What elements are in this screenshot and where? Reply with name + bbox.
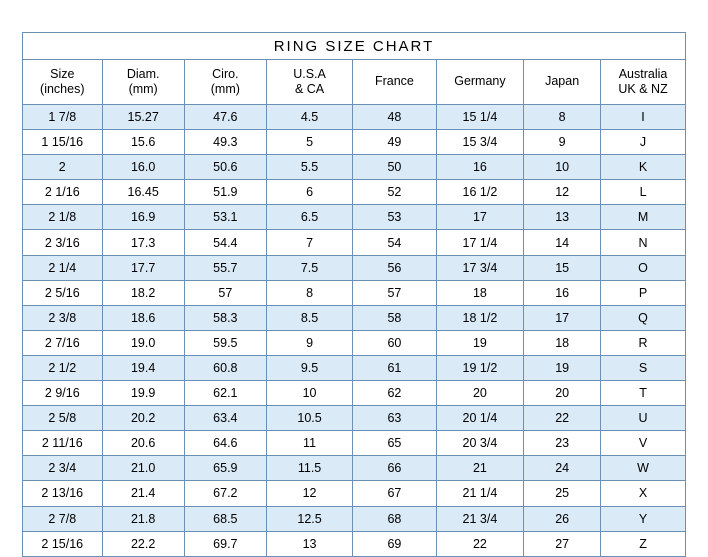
cell-diameter: 15.6 [102,130,184,155]
cell-usa-ca: 9.5 [266,355,352,380]
cell-australia: Z [601,531,686,556]
cell-australia: X [601,481,686,506]
cell-usa-ca: 10 [266,381,352,406]
table-row [23,481,686,506]
table-row [23,330,686,355]
table-row [23,205,686,230]
cell-usa-ca: 7.5 [266,255,352,280]
cell-japan: 10 [524,155,601,180]
cell-australia: K [601,155,686,180]
title-row [23,33,686,60]
cell-circumference: 69.7 [184,531,266,556]
cell-diameter: 20.6 [102,431,184,456]
cell-usa-ca: 9 [266,330,352,355]
column-header-size [23,60,103,105]
cell-japan: 19 [524,355,601,380]
cell-australia: W [601,456,686,481]
cell-diameter: 16.9 [102,205,184,230]
cell-france: 49 [353,130,437,155]
cell-usa-ca: 10.5 [266,406,352,431]
table-row [23,105,686,130]
column-header-japan [524,60,601,105]
cell-germany: 15 3/4 [436,130,524,155]
cell-germany: 21 1/4 [436,481,524,506]
cell-size: 2 9/16 [23,381,103,406]
cell-france: 54 [353,230,437,255]
cell-france: 63 [353,406,437,431]
cell-diameter: 18.6 [102,305,184,330]
cell-france: 53 [353,205,437,230]
column-header-germany [436,60,524,105]
cell-japan: 18 [524,330,601,355]
cell-circumference: 60.8 [184,355,266,380]
cell-australia: S [601,355,686,380]
cell-australia: P [601,280,686,305]
cell-germany: 20 3/4 [436,431,524,456]
table-row [23,155,686,180]
cell-japan: 22 [524,406,601,431]
table-row [23,305,686,330]
chart-title: RING SIZE CHART [23,33,686,60]
cell-france: 52 [353,180,437,205]
cell-diameter: 16.0 [102,155,184,180]
cell-circumference: 53.1 [184,205,266,230]
cell-france: 58 [353,305,437,330]
column-header-japan-line1: Japan [545,74,580,89]
table-row [23,230,686,255]
cell-germany: 17 [436,205,524,230]
cell-australia: V [601,431,686,456]
column-header-usa-ca [266,60,352,105]
table-row [23,180,686,205]
table-row [23,431,686,456]
cell-germany: 21 3/4 [436,506,524,531]
cell-usa-ca: 7 [266,230,352,255]
cell-diameter: 19.0 [102,330,184,355]
cell-usa-ca: 12 [266,481,352,506]
cell-australia: J [601,130,686,155]
cell-australia: T [601,381,686,406]
cell-usa-ca: 11 [266,431,352,456]
cell-size: 2 3/4 [23,456,103,481]
column-header-australia-line1: Australia [618,66,668,81]
column-header-size-line2: (inches) [40,82,85,96]
cell-circumference: 59.5 [184,330,266,355]
table-row [23,456,686,481]
column-header-france-line1: France [374,74,414,89]
cell-diameter: 21.4 [102,481,184,506]
cell-circumference: 63.4 [184,406,266,431]
cell-australia: Y [601,506,686,531]
cell-germany: 19 1/2 [436,355,524,380]
cell-japan: 13 [524,205,601,230]
cell-germany: 18 [436,280,524,305]
cell-germany: 22 [436,531,524,556]
column-header-france [353,60,437,105]
cell-france: 67 [353,481,437,506]
table-row [23,406,686,431]
ring-size-chart-table [22,32,686,557]
cell-size: 2 1/8 [23,205,103,230]
cell-japan: 14 [524,230,601,255]
cell-usa-ca: 6 [266,180,352,205]
cell-circumference: 67.2 [184,481,266,506]
cell-size: 2 1/2 [23,355,103,380]
cell-circumference: 62.1 [184,381,266,406]
column-header-usa-ca-line1: U.S.A [293,66,326,81]
cell-japan: 17 [524,305,601,330]
cell-germany: 19 [436,330,524,355]
cell-diameter: 19.9 [102,381,184,406]
cell-circumference: 64.6 [184,431,266,456]
cell-australia: N [601,230,686,255]
cell-circumference: 58.3 [184,305,266,330]
column-header-usa-ca-line2: & CA [294,82,325,96]
column-header-size-line1: Size [50,66,75,81]
cell-germany: 17 3/4 [436,255,524,280]
table-row [23,531,686,556]
cell-france: 57 [353,280,437,305]
table-row [23,130,686,155]
cell-size: 2 5/16 [23,280,103,305]
cell-france: 62 [353,381,437,406]
cell-japan: 25 [524,481,601,506]
column-header-circumference-line1: Ciro. [212,66,239,81]
cell-diameter: 18.2 [102,280,184,305]
cell-size: 2 5/8 [23,406,103,431]
cell-france: 69 [353,531,437,556]
cell-germany: 16 [436,155,524,180]
column-header-circumference [184,60,266,105]
cell-france: 48 [353,105,437,130]
cell-france: 60 [353,330,437,355]
cell-usa-ca: 12.5 [266,506,352,531]
cell-diameter: 16.45 [102,180,184,205]
cell-usa-ca: 11.5 [266,456,352,481]
cell-circumference: 55.7 [184,255,266,280]
cell-australia: R [601,330,686,355]
cell-australia: U [601,406,686,431]
cell-size: 2 7/16 [23,330,103,355]
table-body [23,105,686,557]
cell-circumference: 54.4 [184,230,266,255]
cell-size: 2 1/4 [23,255,103,280]
cell-japan: 23 [524,431,601,456]
cell-diameter: 17.7 [102,255,184,280]
cell-usa-ca: 6.5 [266,205,352,230]
cell-diameter: 17.3 [102,230,184,255]
cell-germany: 17 1/4 [436,230,524,255]
cell-germany: 21 [436,456,524,481]
cell-circumference: 68.5 [184,506,266,531]
cell-circumference: 50.6 [184,155,266,180]
cell-japan: 8 [524,105,601,130]
cell-size: 2 7/8 [23,506,103,531]
cell-size: 2 13/16 [23,481,103,506]
cell-size: 2 [23,155,103,180]
column-header-row [23,60,686,105]
cell-japan: 15 [524,255,601,280]
table-row [23,355,686,380]
column-header-australia-uk-nz [601,60,686,105]
column-header-diameter-line2: (mm) [128,82,158,96]
cell-australia: Q [601,305,686,330]
column-header-diameter [102,60,184,105]
cell-size: 2 1/16 [23,180,103,205]
cell-germany: 15 1/4 [436,105,524,130]
cell-japan: 20 [524,381,601,406]
cell-germany: 16 1/2 [436,180,524,205]
table-row [23,280,686,305]
cell-usa-ca: 8 [266,280,352,305]
cell-japan: 27 [524,531,601,556]
cell-diameter: 15.27 [102,105,184,130]
cell-size: 2 3/16 [23,230,103,255]
cell-japan: 12 [524,180,601,205]
cell-size: 1 7/8 [23,105,103,130]
cell-size: 2 3/8 [23,305,103,330]
cell-size: 1 15/16 [23,130,103,155]
cell-australia: M [601,205,686,230]
cell-france: 65 [353,431,437,456]
cell-japan: 24 [524,456,601,481]
cell-germany: 20 [436,381,524,406]
cell-australia: O [601,255,686,280]
column-header-diameter-line1: Diam. [126,66,160,81]
column-header-circumference-line2: (mm) [210,82,240,96]
cell-france: 61 [353,355,437,380]
cell-japan: 9 [524,130,601,155]
cell-usa-ca: 8.5 [266,305,352,330]
cell-germany: 18 1/2 [436,305,524,330]
cell-australia: L [601,180,686,205]
cell-france: 66 [353,456,437,481]
cell-australia: I [601,105,686,130]
cell-size: 2 11/16 [23,431,103,456]
cell-circumference: 49.3 [184,130,266,155]
cell-diameter: 20.2 [102,406,184,431]
cell-diameter: 19.4 [102,355,184,380]
column-header-australia-line2: UK & NZ [618,82,668,96]
cell-size: 2 15/16 [23,531,103,556]
table-header [23,33,686,105]
cell-circumference: 47.6 [184,105,266,130]
cell-france: 50 [353,155,437,180]
table-row [23,255,686,280]
cell-usa-ca: 13 [266,531,352,556]
cell-usa-ca: 4.5 [266,105,352,130]
cell-diameter: 21.0 [102,456,184,481]
cell-circumference: 57 [184,280,266,305]
cell-japan: 26 [524,506,601,531]
table-row [23,381,686,406]
cell-france: 68 [353,506,437,531]
cell-japan: 16 [524,280,601,305]
cell-germany: 20 1/4 [436,406,524,431]
cell-usa-ca: 5 [266,130,352,155]
cell-diameter: 21.8 [102,506,184,531]
cell-circumference: 65.9 [184,456,266,481]
cell-france: 56 [353,255,437,280]
column-header-germany-line1: Germany [454,74,506,89]
cell-usa-ca: 5.5 [266,155,352,180]
cell-circumference: 51.9 [184,180,266,205]
table-row [23,506,686,531]
cell-diameter: 22.2 [102,531,184,556]
